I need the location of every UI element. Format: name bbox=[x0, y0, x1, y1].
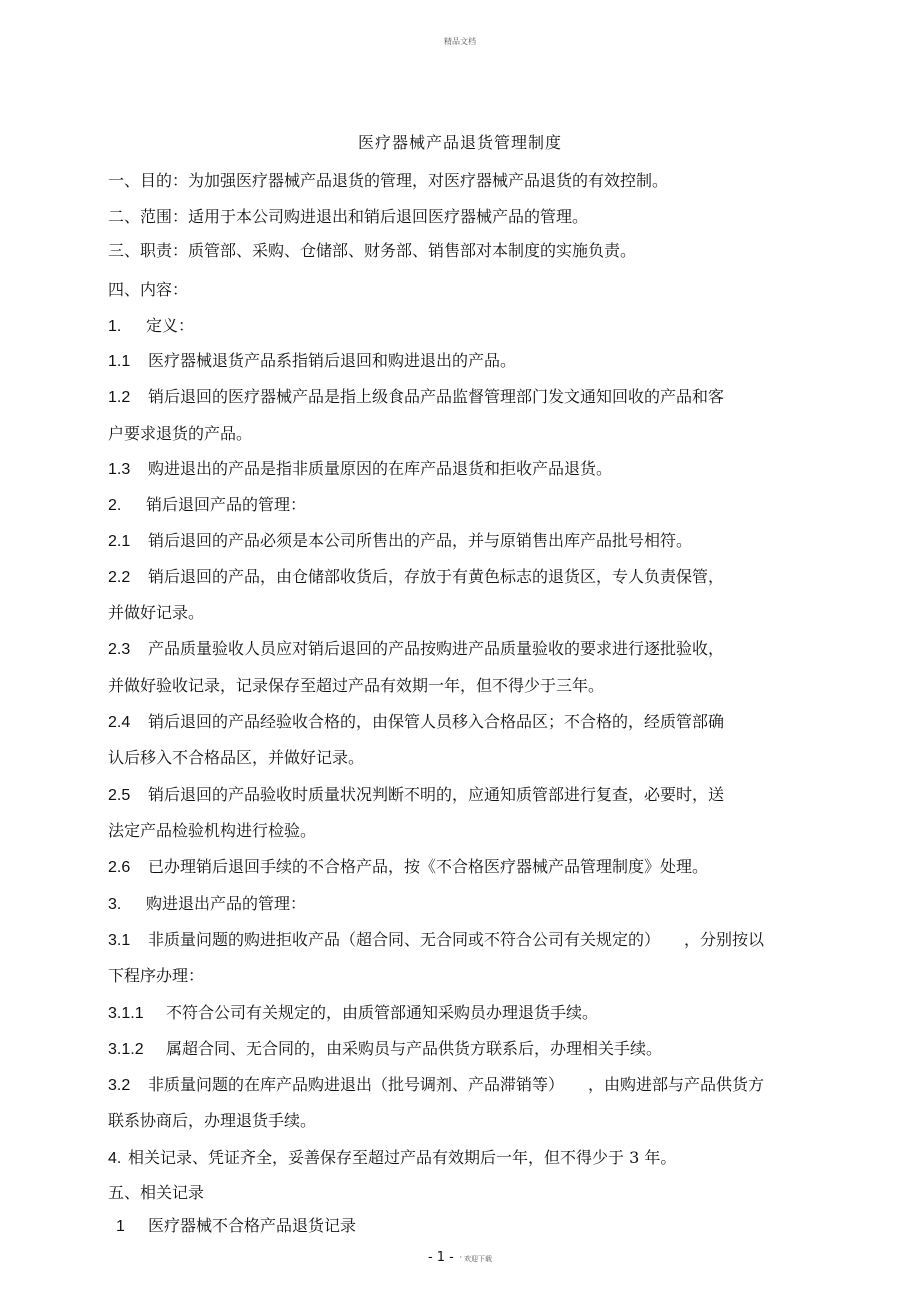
clause-number: 1. bbox=[108, 318, 122, 335]
clause-number: 2.2 bbox=[108, 569, 131, 586]
text-line bbox=[108, 673, 604, 696]
text-line bbox=[108, 421, 252, 444]
clause-text: 医疗器械不合格产品退货记录 bbox=[148, 1216, 357, 1235]
clause-text: 二、范围：适用于本公司购进退出和销后退回医疗器械产品的管理。 bbox=[108, 207, 589, 226]
text-line bbox=[108, 1180, 204, 1203]
document-title: 医疗器械产品退货管理制度 bbox=[357, 133, 562, 152]
clause-text: 销后退回的产品经验收合格的，由保管人员移入合格品区；不合格的，经质管部确 bbox=[148, 712, 725, 731]
text-line bbox=[108, 384, 724, 407]
clause-number: 3.2 bbox=[108, 1077, 131, 1094]
text-line bbox=[108, 963, 204, 986]
text-line bbox=[108, 277, 188, 300]
clause-number: 2.6 bbox=[108, 859, 131, 876]
clause-text: 相关记录、凭证齐全，妥善保存至超过产品有效期后一年，但不得少于 3 年。 bbox=[128, 1148, 677, 1167]
text-line bbox=[116, 1213, 356, 1236]
text-line bbox=[108, 927, 764, 950]
clause-number: 2.3 bbox=[108, 641, 131, 658]
text-line bbox=[108, 1036, 662, 1059]
text-line bbox=[108, 238, 636, 261]
clause-text: 属超合同、无合同的，由采购员与产品供货方联系后，办理相关手续。 bbox=[166, 1039, 663, 1058]
clause-number: 3. bbox=[108, 896, 122, 913]
clause-number: 4. bbox=[108, 1150, 122, 1167]
clause-text: 并做好验收记录，记录保存至超过产品有效期一年，但不得少于三年。 bbox=[108, 676, 605, 695]
clause-number: 3.1 bbox=[108, 932, 131, 949]
clause-number: 2. bbox=[108, 497, 122, 514]
text-line bbox=[108, 818, 316, 841]
text-line bbox=[108, 782, 724, 805]
text-line bbox=[108, 1108, 316, 1131]
text-line bbox=[108, 1145, 676, 1168]
text-line bbox=[108, 636, 724, 659]
clause-number: 3.1.1 bbox=[108, 1005, 144, 1022]
clause-text: 四、内容： bbox=[108, 280, 189, 299]
page-footer bbox=[0, 1250, 920, 1265]
clause-text: 销后退回的产品必须是本公司所售出的产品，并与原销售出库产品批号相符。 bbox=[148, 531, 693, 550]
clause-text: 认后移入不合格品区，并做好记录。 bbox=[108, 748, 365, 767]
text-line bbox=[108, 564, 724, 587]
text-line bbox=[108, 1072, 764, 1095]
clause-number: 1.1 bbox=[108, 353, 131, 370]
clause-text: 购进退出的产品是指非质量原因的在库产品退货和拒收产品退货。 bbox=[148, 459, 613, 478]
clause-number: 2.1 bbox=[108, 533, 131, 550]
page-number: - 1 - bbox=[427, 1250, 454, 1265]
clause-text: 三、职责：质管部、采购、仓储部、财务部、销售部对本制度的实施负责。 bbox=[108, 241, 637, 260]
clause-text: 五、相关记录 bbox=[108, 1183, 205, 1202]
clause-number: 3.1.2 bbox=[108, 1041, 144, 1058]
clause-number: 2.4 bbox=[108, 714, 131, 731]
text-line bbox=[108, 600, 204, 623]
clause-text: 销后退回产品的管理： bbox=[146, 495, 307, 514]
clause-text: 销后退回的医疗器械产品是指上级食品产品监督管理部门发文通知回收的产品和客 bbox=[148, 387, 725, 406]
text-line bbox=[108, 204, 588, 227]
text-line bbox=[108, 313, 194, 336]
clause-text: 销后退回的产品，由仓储部收货后，存放于有黄色标志的退货区，专人负责保管， bbox=[148, 567, 725, 586]
text-line bbox=[108, 745, 364, 768]
clause-number: 2.5 bbox=[108, 787, 131, 804]
text-line bbox=[108, 456, 612, 479]
document-header-label: 精品文档 bbox=[444, 37, 476, 46]
clause-text: 非质量问题的在库产品购进退出（批号调剂、产品滞销等） ，由购进部与产品供货方 bbox=[148, 1075, 765, 1094]
clause-text: 不符合公司有关规定的，由质管部通知采购员办理退货手续。 bbox=[166, 1003, 599, 1022]
text-line bbox=[108, 891, 306, 914]
clause-number: 1.3 bbox=[108, 461, 131, 478]
text-line bbox=[108, 492, 306, 515]
clause-text: 已办理销后退回手续的不合格产品，按《不合格医疗器械产品管理制度》处理。 bbox=[148, 857, 709, 876]
clause-number: 1 bbox=[116, 1218, 125, 1235]
text-line bbox=[108, 528, 692, 551]
clause-text: 医疗器械退货产品系指销后退回和购进退出的产品。 bbox=[148, 351, 517, 370]
text-line bbox=[108, 348, 516, 371]
clause-text: 联系协商后，办理退货手续。 bbox=[108, 1111, 317, 1130]
text-line bbox=[108, 854, 708, 877]
footer-note: ' 欢迎下载 bbox=[459, 1255, 493, 1263]
clause-text: 一、目的：为加强医疗器械产品退货的管理，对医疗器械产品退货的有效控制。 bbox=[108, 171, 669, 190]
clause-text: 非质量问题的购进拒收产品（超合同、无合同或不符合公司有关规定的） ，分别按以 bbox=[148, 930, 765, 949]
text-line bbox=[108, 168, 668, 191]
clause-text: 产品质量验收人员应对销后退回的产品按购进产品质量验收的要求进行逐批验收， bbox=[148, 639, 725, 658]
text-line bbox=[108, 1000, 598, 1023]
clause-text: 下程序办理： bbox=[108, 966, 205, 985]
clause-text: 户要求退货的产品。 bbox=[108, 424, 253, 443]
clause-text: 销后退回的产品验收时质量状况判断不明的，应通知质管部进行复查，必要时，送 bbox=[148, 785, 725, 804]
text-line bbox=[108, 709, 724, 732]
clause-text: 定义： bbox=[146, 316, 195, 335]
clause-text: 法定产品检验机构进行检验。 bbox=[108, 821, 317, 840]
clause-number: 1.2 bbox=[108, 389, 131, 406]
clause-text: 并做好记录。 bbox=[108, 603, 205, 622]
clause-text: 购进退出产品的管理： bbox=[146, 894, 307, 913]
